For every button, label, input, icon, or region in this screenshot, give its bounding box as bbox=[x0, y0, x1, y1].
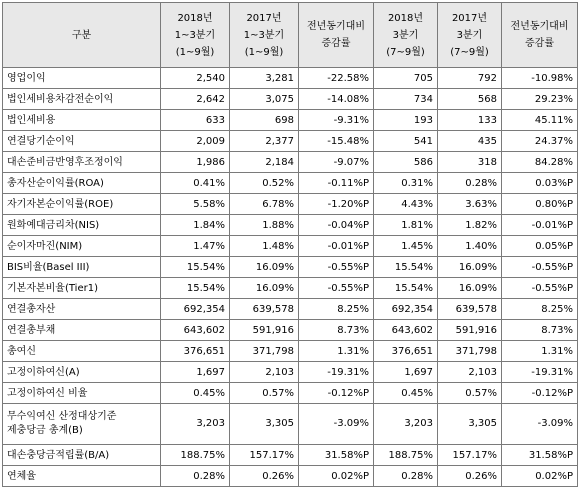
yoy-change-cumulative-cell: -0.01%P bbox=[299, 236, 374, 257]
value-2018-q3-cell: 692,354 bbox=[374, 299, 438, 320]
value-2017-q1-q3-cell: 698 bbox=[230, 110, 299, 131]
yoy-change-cumulative-cell: -9.31% bbox=[299, 110, 374, 131]
yoy-change-cumulative-cell: -0.11%P bbox=[299, 173, 374, 194]
value-2018-q3-cell: 1.81% bbox=[374, 215, 438, 236]
header-yoy-change-cumulative: 전년동기대비 증감률 bbox=[299, 3, 374, 68]
row-label: 대손충당금적립률(B/A) bbox=[3, 445, 161, 466]
yoy-change-cumulative-cell: -3.09% bbox=[299, 404, 374, 445]
row-label: 총자산순이익률(ROA) bbox=[3, 173, 161, 194]
value-2018-q1-q3-cell: 2,642 bbox=[161, 89, 230, 110]
value-2017-q3-cell: 435 bbox=[438, 131, 502, 152]
value-2017-q1-q3-cell: 591,916 bbox=[230, 320, 299, 341]
value-2017-q1-q3-cell: 3,305 bbox=[230, 404, 299, 445]
financial-table-container bbox=[2, 2, 578, 487]
value-2018-q1-q3-cell: 0.45% bbox=[161, 383, 230, 404]
value-2017-q3-cell: 1.40% bbox=[438, 236, 502, 257]
value-2017-q1-q3-cell: 6.78% bbox=[230, 194, 299, 215]
header-2018-q1-q3: 2018년 1~3분기 (1~9월) bbox=[161, 3, 230, 68]
header-category: 구분 bbox=[3, 3, 161, 68]
value-2017-q1-q3-cell: 371,798 bbox=[230, 341, 299, 362]
table-row bbox=[3, 194, 578, 215]
value-2017-q1-q3-cell: 2,103 bbox=[230, 362, 299, 383]
row-label: 기본자본비율(Tier1) bbox=[3, 278, 161, 299]
table-row bbox=[3, 110, 578, 131]
yoy-change-cumulative-cell: 8.25% bbox=[299, 299, 374, 320]
table-row bbox=[3, 341, 578, 362]
value-2018-q1-q3-cell: 2,540 bbox=[161, 68, 230, 89]
value-2017-q1-q3-cell: 2,377 bbox=[230, 131, 299, 152]
value-2018-q1-q3-cell: 15.54% bbox=[161, 257, 230, 278]
value-2017-q1-q3-cell: 157.17% bbox=[230, 445, 299, 466]
yoy-change-cumulative-cell: -0.12%P bbox=[299, 383, 374, 404]
yoy-change-quarter-cell: 84.28% bbox=[502, 152, 578, 173]
value-2017-q3-cell: 639,578 bbox=[438, 299, 502, 320]
yoy-change-cumulative-cell: -1.20%P bbox=[299, 194, 374, 215]
table-row bbox=[3, 404, 578, 445]
row-label: 법인세비용 bbox=[3, 110, 161, 131]
yoy-change-cumulative-cell: -0.04%P bbox=[299, 215, 374, 236]
yoy-change-cumulative-cell: -14.08% bbox=[299, 89, 374, 110]
value-2017-q3-cell: 0.28% bbox=[438, 173, 502, 194]
yoy-change-cumulative-cell: 8.73% bbox=[299, 320, 374, 341]
value-2017-q3-cell: 1.82% bbox=[438, 215, 502, 236]
table-row bbox=[3, 299, 578, 320]
value-2018-q3-cell: 541 bbox=[374, 131, 438, 152]
value-2018-q3-cell: 15.54% bbox=[374, 257, 438, 278]
yoy-change-quarter-cell: -0.55%P bbox=[502, 257, 578, 278]
value-2018-q1-q3-cell: 1,697 bbox=[161, 362, 230, 383]
yoy-change-cumulative-cell: -9.07% bbox=[299, 152, 374, 173]
table-row bbox=[3, 362, 578, 383]
value-2017-q3-cell: 792 bbox=[438, 68, 502, 89]
yoy-change-quarter-cell: -0.12%P bbox=[502, 383, 578, 404]
value-2017-q1-q3-cell: 0.52% bbox=[230, 173, 299, 194]
table-row bbox=[3, 131, 578, 152]
value-2017-q3-cell: 3.63% bbox=[438, 194, 502, 215]
value-2018-q1-q3-cell: 643,602 bbox=[161, 320, 230, 341]
value-2018-q1-q3-cell: 2,009 bbox=[161, 131, 230, 152]
value-2018-q1-q3-cell: 633 bbox=[161, 110, 230, 131]
value-2017-q3-cell: 0.57% bbox=[438, 383, 502, 404]
value-2017-q3-cell: 0.26% bbox=[438, 466, 502, 487]
value-2018-q3-cell: 643,602 bbox=[374, 320, 438, 341]
value-2017-q3-cell: 16.09% bbox=[438, 278, 502, 299]
yoy-change-quarter-cell: 0.05%P bbox=[502, 236, 578, 257]
yoy-change-quarter-cell: 24.37% bbox=[502, 131, 578, 152]
row-label: 영업이익 bbox=[3, 68, 161, 89]
value-2017-q1-q3-cell: 3,075 bbox=[230, 89, 299, 110]
yoy-change-cumulative-cell: -0.55%P bbox=[299, 257, 374, 278]
yoy-change-cumulative-cell: -22.58% bbox=[299, 68, 374, 89]
row-label: 고정이하여신(A) bbox=[3, 362, 161, 383]
value-2018-q3-cell: 376,651 bbox=[374, 341, 438, 362]
table-row bbox=[3, 445, 578, 466]
value-2017-q3-cell: 133 bbox=[438, 110, 502, 131]
table-row bbox=[3, 383, 578, 404]
header-2017-q1-q3: 2017년 1~3분기 (1~9월) bbox=[230, 3, 299, 68]
value-2018-q3-cell: 1,697 bbox=[374, 362, 438, 383]
table-row bbox=[3, 236, 578, 257]
yoy-change-cumulative-cell: -0.55%P bbox=[299, 278, 374, 299]
row-label: 대손준비금반영후조정이익 bbox=[3, 152, 161, 173]
value-2018-q1-q3-cell: 5.58% bbox=[161, 194, 230, 215]
value-2017-q1-q3-cell: 16.09% bbox=[230, 257, 299, 278]
value-2017-q1-q3-cell: 0.57% bbox=[230, 383, 299, 404]
value-2017-q3-cell: 2,103 bbox=[438, 362, 502, 383]
value-2018-q1-q3-cell: 188.75% bbox=[161, 445, 230, 466]
value-2018-q1-q3-cell: 1.47% bbox=[161, 236, 230, 257]
yoy-change-cumulative-cell: 31.58%P bbox=[299, 445, 374, 466]
table-row bbox=[3, 173, 578, 194]
row-label: BIS비율(Basel III) bbox=[3, 257, 161, 278]
yoy-change-quarter-cell: -19.31% bbox=[502, 362, 578, 383]
value-2018-q3-cell: 734 bbox=[374, 89, 438, 110]
value-2018-q1-q3-cell: 0.28% bbox=[161, 466, 230, 487]
value-2018-q3-cell: 3,203 bbox=[374, 404, 438, 445]
yoy-change-quarter-cell: 8.25% bbox=[502, 299, 578, 320]
table-row bbox=[3, 320, 578, 341]
value-2018-q3-cell: 4.43% bbox=[374, 194, 438, 215]
value-2018-q1-q3-cell: 3,203 bbox=[161, 404, 230, 445]
table-header-row bbox=[3, 3, 578, 68]
row-label: 원화예대금리차(NIS) bbox=[3, 215, 161, 236]
value-2017-q3-cell: 157.17% bbox=[438, 445, 502, 466]
value-2018-q3-cell: 0.28% bbox=[374, 466, 438, 487]
value-2017-q3-cell: 568 bbox=[438, 89, 502, 110]
yoy-change-cumulative-cell: 0.02%P bbox=[299, 466, 374, 487]
value-2017-q3-cell: 3,305 bbox=[438, 404, 502, 445]
value-2018-q1-q3-cell: 15.54% bbox=[161, 278, 230, 299]
row-label: 연결당기순이익 bbox=[3, 131, 161, 152]
value-2018-q1-q3-cell: 376,651 bbox=[161, 341, 230, 362]
value-2018-q3-cell: 188.75% bbox=[374, 445, 438, 466]
row-label: 법인세비용차감전순이익 bbox=[3, 89, 161, 110]
yoy-change-quarter-cell: 31.58%P bbox=[502, 445, 578, 466]
value-2018-q3-cell: 705 bbox=[374, 68, 438, 89]
value-2017-q1-q3-cell: 1.88% bbox=[230, 215, 299, 236]
value-2018-q3-cell: 0.31% bbox=[374, 173, 438, 194]
value-2017-q1-q3-cell: 2,184 bbox=[230, 152, 299, 173]
row-label: 연결총자산 bbox=[3, 299, 161, 320]
yoy-change-quarter-cell: 8.73% bbox=[502, 320, 578, 341]
yoy-change-quarter-cell: 29.23% bbox=[502, 89, 578, 110]
row-label: 총여신 bbox=[3, 341, 161, 362]
header-2018-q3: 2018년 3분기 (7~9월) bbox=[374, 3, 438, 68]
value-2017-q3-cell: 16.09% bbox=[438, 257, 502, 278]
value-2017-q1-q3-cell: 639,578 bbox=[230, 299, 299, 320]
value-2017-q1-q3-cell: 3,281 bbox=[230, 68, 299, 89]
row-label: 순이자마진(NIM) bbox=[3, 236, 161, 257]
table-row bbox=[3, 278, 578, 299]
yoy-change-quarter-cell: -3.09% bbox=[502, 404, 578, 445]
yoy-change-cumulative-cell: -15.48% bbox=[299, 131, 374, 152]
yoy-change-cumulative-cell: 1.31% bbox=[299, 341, 374, 362]
row-label: 연결총부채 bbox=[3, 320, 161, 341]
value-2018-q1-q3-cell: 1.84% bbox=[161, 215, 230, 236]
yoy-change-quarter-cell: -0.55%P bbox=[502, 278, 578, 299]
financial-results-table bbox=[2, 2, 578, 487]
yoy-change-quarter-cell: 0.02%P bbox=[502, 466, 578, 487]
value-2018-q3-cell: 1.45% bbox=[374, 236, 438, 257]
header-2017-q3: 2017년 3분기 (7~9월) bbox=[438, 3, 502, 68]
table-row bbox=[3, 466, 578, 487]
yoy-change-quarter-cell: -0.01%P bbox=[502, 215, 578, 236]
table-row bbox=[3, 152, 578, 173]
value-2017-q3-cell: 591,916 bbox=[438, 320, 502, 341]
value-2018-q3-cell: 15.54% bbox=[374, 278, 438, 299]
row-label: 자기자본순이익률(ROE) bbox=[3, 194, 161, 215]
table-row bbox=[3, 89, 578, 110]
table-row bbox=[3, 215, 578, 236]
yoy-change-quarter-cell: 45.11% bbox=[502, 110, 578, 131]
value-2018-q1-q3-cell: 1,986 bbox=[161, 152, 230, 173]
yoy-change-quarter-cell: 0.03%P bbox=[502, 173, 578, 194]
value-2018-q3-cell: 193 bbox=[374, 110, 438, 131]
header-yoy-change-quarter: 전년동기대비 증감률 bbox=[502, 3, 578, 68]
yoy-change-quarter-cell: 1.31% bbox=[502, 341, 578, 362]
value-2017-q3-cell: 318 bbox=[438, 152, 502, 173]
value-2018-q1-q3-cell: 692,354 bbox=[161, 299, 230, 320]
row-label: 연체율 bbox=[3, 466, 161, 487]
yoy-change-quarter-cell: 0.80%P bbox=[502, 194, 578, 215]
table-body bbox=[3, 68, 578, 487]
table-row bbox=[3, 257, 578, 278]
table-row bbox=[3, 68, 578, 89]
value-2017-q1-q3-cell: 1.48% bbox=[230, 236, 299, 257]
value-2018-q1-q3-cell: 0.41% bbox=[161, 173, 230, 194]
value-2017-q1-q3-cell: 16.09% bbox=[230, 278, 299, 299]
row-label: 무수익여신 산정대상기준 제충당금 총계(B) bbox=[3, 404, 161, 445]
yoy-change-cumulative-cell: -19.31% bbox=[299, 362, 374, 383]
row-label: 고정이하여신 비율 bbox=[3, 383, 161, 404]
value-2018-q3-cell: 586 bbox=[374, 152, 438, 173]
value-2017-q1-q3-cell: 0.26% bbox=[230, 466, 299, 487]
yoy-change-quarter-cell: -10.98% bbox=[502, 68, 578, 89]
value-2018-q3-cell: 0.45% bbox=[374, 383, 438, 404]
value-2017-q3-cell: 371,798 bbox=[438, 341, 502, 362]
